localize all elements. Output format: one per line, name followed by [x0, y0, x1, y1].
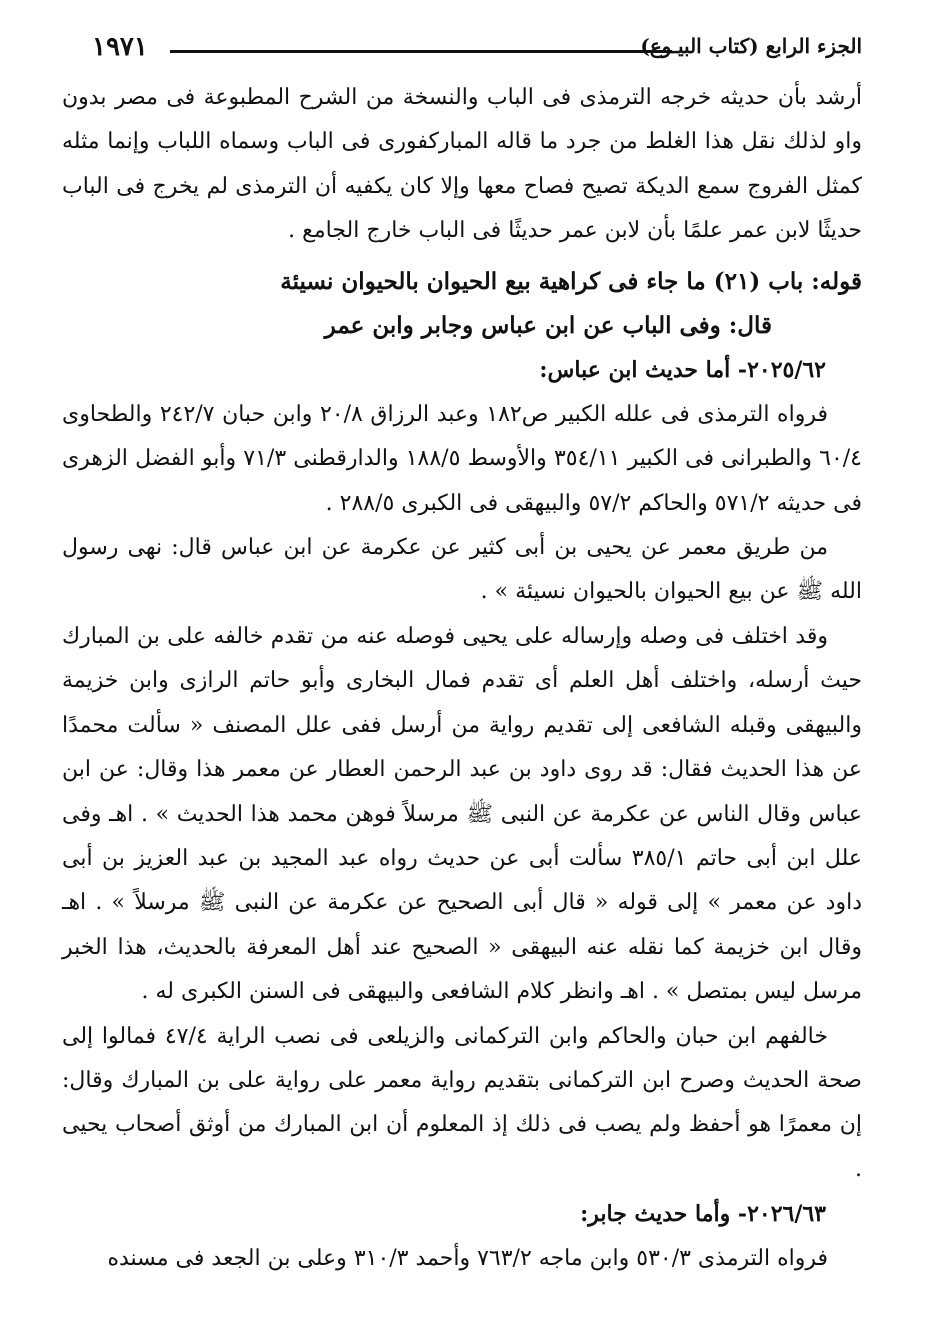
hadith-2026-heading: ٢٠٢٦/٦٣- وأما حديث جابر:: [580, 1201, 826, 1228]
paragraph-chain: من طريق معمر عن يحيى بن أبى كثير عن عكرمة عن ابن عباس قال: نهى رسول الله ﷺ عن بيع الحيوان بالحيوان نسيئة » .: [62, 535, 862, 605]
paragraph-jabir-sources: فرواه الترمذى ٥٣٠/٣ وابن ماجه ٧٦٣/٢ وأحمد ٣١٠/٣ وعلى بن الجعد فى مسنده: [107, 1245, 828, 1271]
section-subheading: قال: وفى الباب عن ابن عباس وجابر وابن عمر: [324, 312, 772, 340]
paragraph-discussion: وقد اختلف فى وصله وإرساله على يحيى فوصله عنه من تقدم خالفه على بن المبارك حيث أرسله، واختلف أهل العلم أى تقدم فمال البخارى وأبو حاتم الرازى وابن خزيمة والبيهقى وقبله الشافعى إلى تقديم رواية من أرسل ففى علل المصنف « سألت محمدًا عن هذا الحديث فقال: قد روى داود بن عبد الرحمن العطار عن معمر هذا وقال: عن ابن عباس وقال الناس عن عكرمة عن النبى ﷺ مرسلاً فوهن محمد هذا الحديث » . اهـ وفى علل ابن أبى حاتم ٣٨٥/١ سألت أبى عن حديث رواه عبد المجيد بن عبد العزيز بن أبى داود عن معمر » إلى قوله « قال أبى الصحيح عن عكرمة عن النبى ﷺ مرسلاً » . اهـ وقال ابن خزيمة كما نقله عنه البيهقى « الصحيح عند أهل المعرفة بالحديث، هذا الخبر مرسل ليس بمتصل » . اهـ وانظر كلام الشافعى والبيهقى فى السنن الكبرى له .: [62, 623, 863, 1005]
chapter-heading: قوله: باب (٢١) ما جاء فى كراهية بيع الحيوان بالحيوان نسيئة: [280, 267, 862, 295]
paragraph-continuation: أرشد بأن حديثه خرجه الترمذى فى الباب والنسخة من الشرح المطبوعة فى مصر بدون واو لذلك نقل هذا الغلط من جرد ما قاله المباركفورى فى الباب وسماه اللباب وإنما مثله كمثل الفروج سمع الديكة تصيح فصاح معها وإلا كان يكفيه أن الترمذى لم يخرج فى الباب حديثًا لابن عمر علمًا بأن لابن عمر حديثًا فى الباب خارج الجامع .: [62, 85, 862, 244]
running-title: الجزء الرابع (كتاب البيـوع): [640, 34, 862, 58]
paragraph-counterview: خالفهم ابن حبان والحاكم وابن التركمانى والزيلعى فى نصب الراية ٤٧/٤ فمالوا إلى صحة الحديث وصرح ابن التركمانى بتقديم رواية معمر على رواية على بن المبارك وقال: إن معمرًا هو أحفظ ولم يصب فى ذلك إذ المعلوم أن ابن المبارك من أوثق أصحاب يحيى .: [62, 1023, 862, 1182]
book-page: [62, 18, 862, 1308]
hadith-2025-heading: ٢٠٢٥/٦٢- أما حديث ابن عباس:: [539, 357, 826, 384]
page-number: ١٩٧١: [92, 32, 148, 62]
page-body: [62, 76, 862, 1281]
paragraph-sources: فرواه الترمذى فى علله الكبير ص١٨٢ وعبد الرزاق ٢٠/٨ وابن حبان ٢٤٢/٧ والطحاوى ٦٠/٤ والطبرانى فى الكبير ٣٥٤/١١ والأوسط ١٨٨/٥ والدارقطنى ٧١/٣ وأبو الفضل الزهرى فى حديثه ٥٧١/٢ والحاكم ٥٧/٢ والبيهقى فى الكبرى ٢٨٨/٥ .: [62, 401, 863, 516]
header-rule: [170, 50, 672, 53]
running-header: [62, 32, 862, 64]
